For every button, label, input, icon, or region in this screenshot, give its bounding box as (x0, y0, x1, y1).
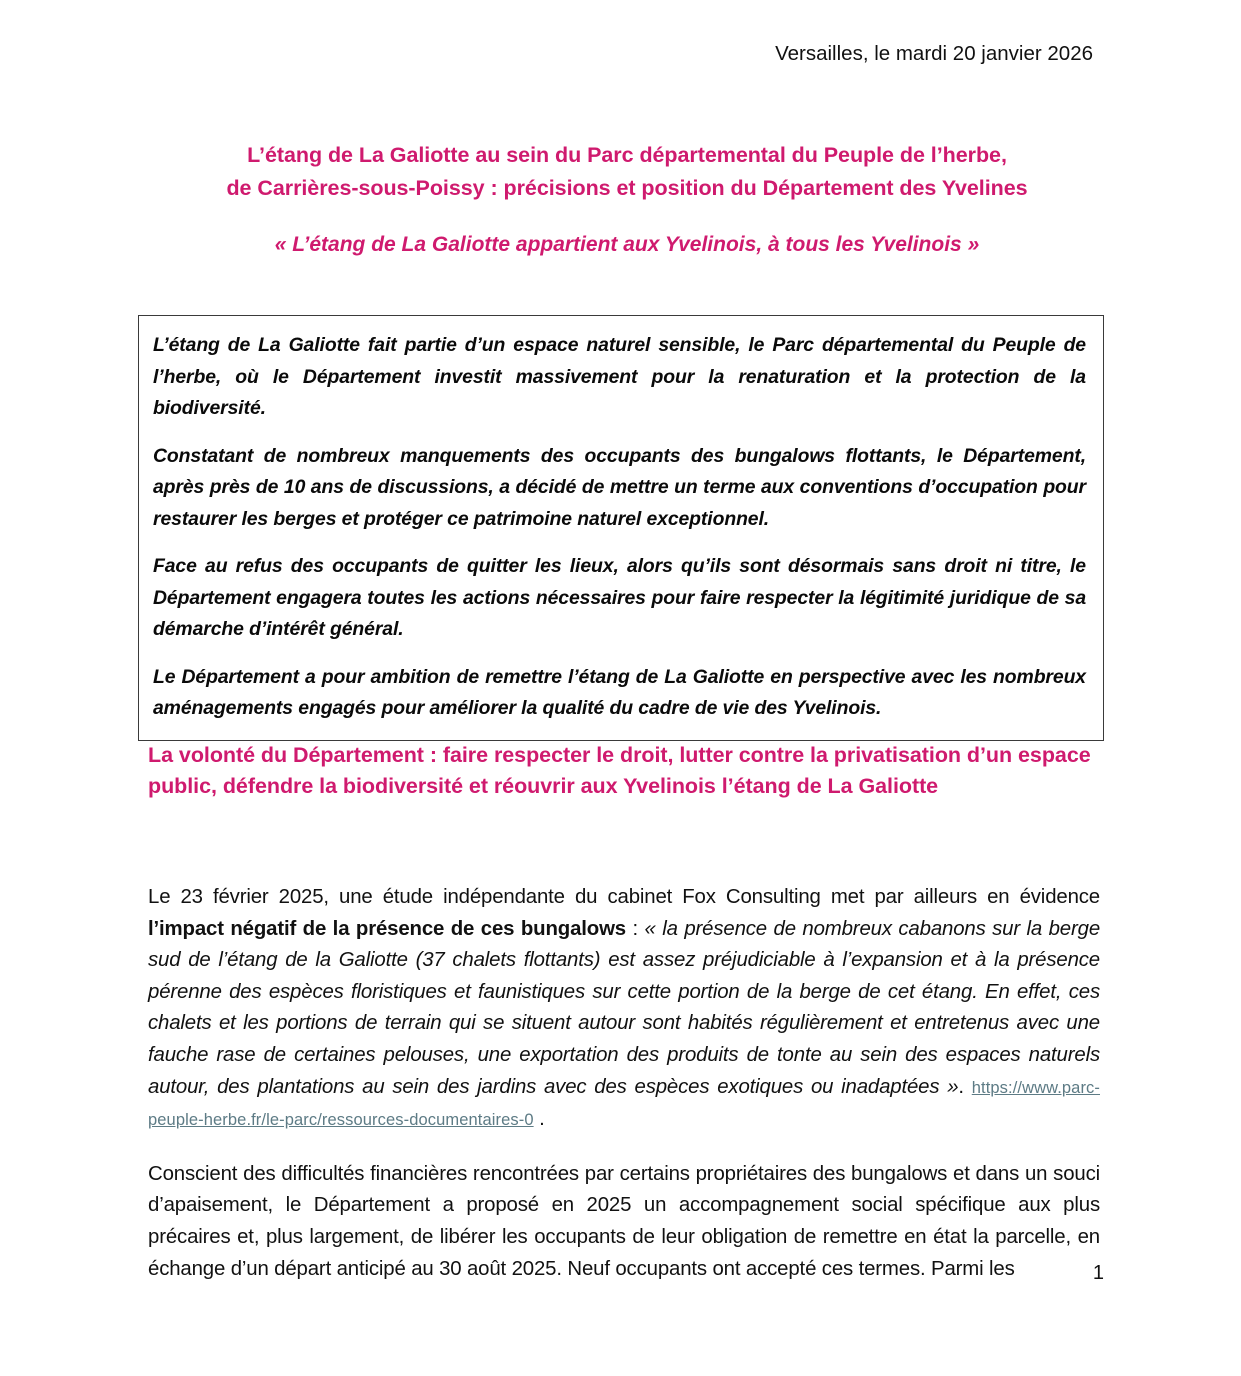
statement-paragraph: L’étang de La Galiotte fait partie d’un espace naturel sensible, le Parc départemental du Peuple de l’herbe, où le Département investit massivement pour la renaturation et la protection de la biodiversité. (153, 334, 1086, 419)
statement-paragraph: Le Département a pour ambition de remettre l’étang de La Galiotte en perspective avec les nombreux aménagements engagés pour améliorer la qualité du cadre de vie des Yvelinois. (153, 665, 1086, 719)
emphasis-negative-impact: l’impact négatif de la présence de ces bungalows (148, 917, 626, 940)
dateline: Versailles, le mardi 20 janvier 2026 (775, 42, 1093, 65)
body-paragraph-study (148, 882, 1100, 1137)
title-subtitle-quote: « L’étang de La Galiotte appartient aux Yvelinois, à tous les Yvelinois » (274, 233, 980, 256)
paragraph-lead-text: Le 23 février 2025, une étude indépendante du cabinet Fox Consulting met par ailleurs en évidence (148, 886, 1100, 908)
statement-paragraph: Face au refus des occupants de quitter les lieux, alors qu’ils sont désormais sans droit ni titre, le Département engagera toutes les actions nécessaires pour faire respecter la légitimité juridique de sa démarche d’intérêt général. (153, 555, 1086, 640)
paragraph-tail-text: . (533, 1108, 545, 1131)
statement-paragraph: Constatant de nombreux manquements des occupants des bungalows flottants, le Département, après près de 10 ans de discussions, a décidé de mettre un terme aux conventions d’occupation pour restaurer les berges et protéger ce patrimoine naturel exceptionnel. (153, 444, 1086, 530)
section-heading: La volonté du Département : faire respecter le droit, lutter contre la privatisation d’un espace public, défendre la biodiversité et réouvrir aux Yvelinois l’étang de La Galiotte (148, 743, 1091, 798)
title-line-2: de Carrières-sous-Poissy : précisions et position du Département des Yvelines (226, 176, 1028, 200)
resource-documents-link[interactable]: https://www.parc-peuple-herbe.fr/le-parc/ressources-documentaires-0 (148, 1078, 1100, 1130)
body-paragraph-social-support: Conscient des difficultés financières rencontrées par certains propriétaires des bungalows et dans un souci d’apaisement, le Département a proposé en 2025 un accompagnement social spécifique aux plus précaires et, plus largement, de libérer les occupants de leur obligation de remettre en état la parcelle, en échange d’un départ anticipé au 30 août 2025. Neuf occupants ont accepté ces termes. Parmi les (148, 1162, 1100, 1280)
study-quotation: « la présence de nombreux cabanons sur la berge sud de l’étang de la Galiotte (37 chalets flottants) est assez préjudiciable à l’expansion et à la présence pérenne des espèces floristiques et faunistiques sur cette portion de la berge de cet étang. En effet, ces chalets et les portions de terrain qui se situent autour sont habités régulièrement et entretenus avec une fauche rase de certaines pelouses, une exportation des produits de tonte au sein des espaces naturels autour, des plantations au sein des jardins avec des espèces exotiques ou inadaptées » (148, 917, 1101, 1098)
page-number: 1 (1092, 1262, 1104, 1284)
paragraph-colon-separator: : (625, 917, 645, 940)
page-title (148, 139, 1106, 260)
title-line-1: L’étang de La Galiotte au sein du Parc départemental du Peuple de l’herbe, (247, 143, 1007, 167)
paragraph-after-quote: . (958, 1075, 972, 1098)
statement-box (138, 315, 1104, 741)
body-copy (148, 882, 1100, 1285)
